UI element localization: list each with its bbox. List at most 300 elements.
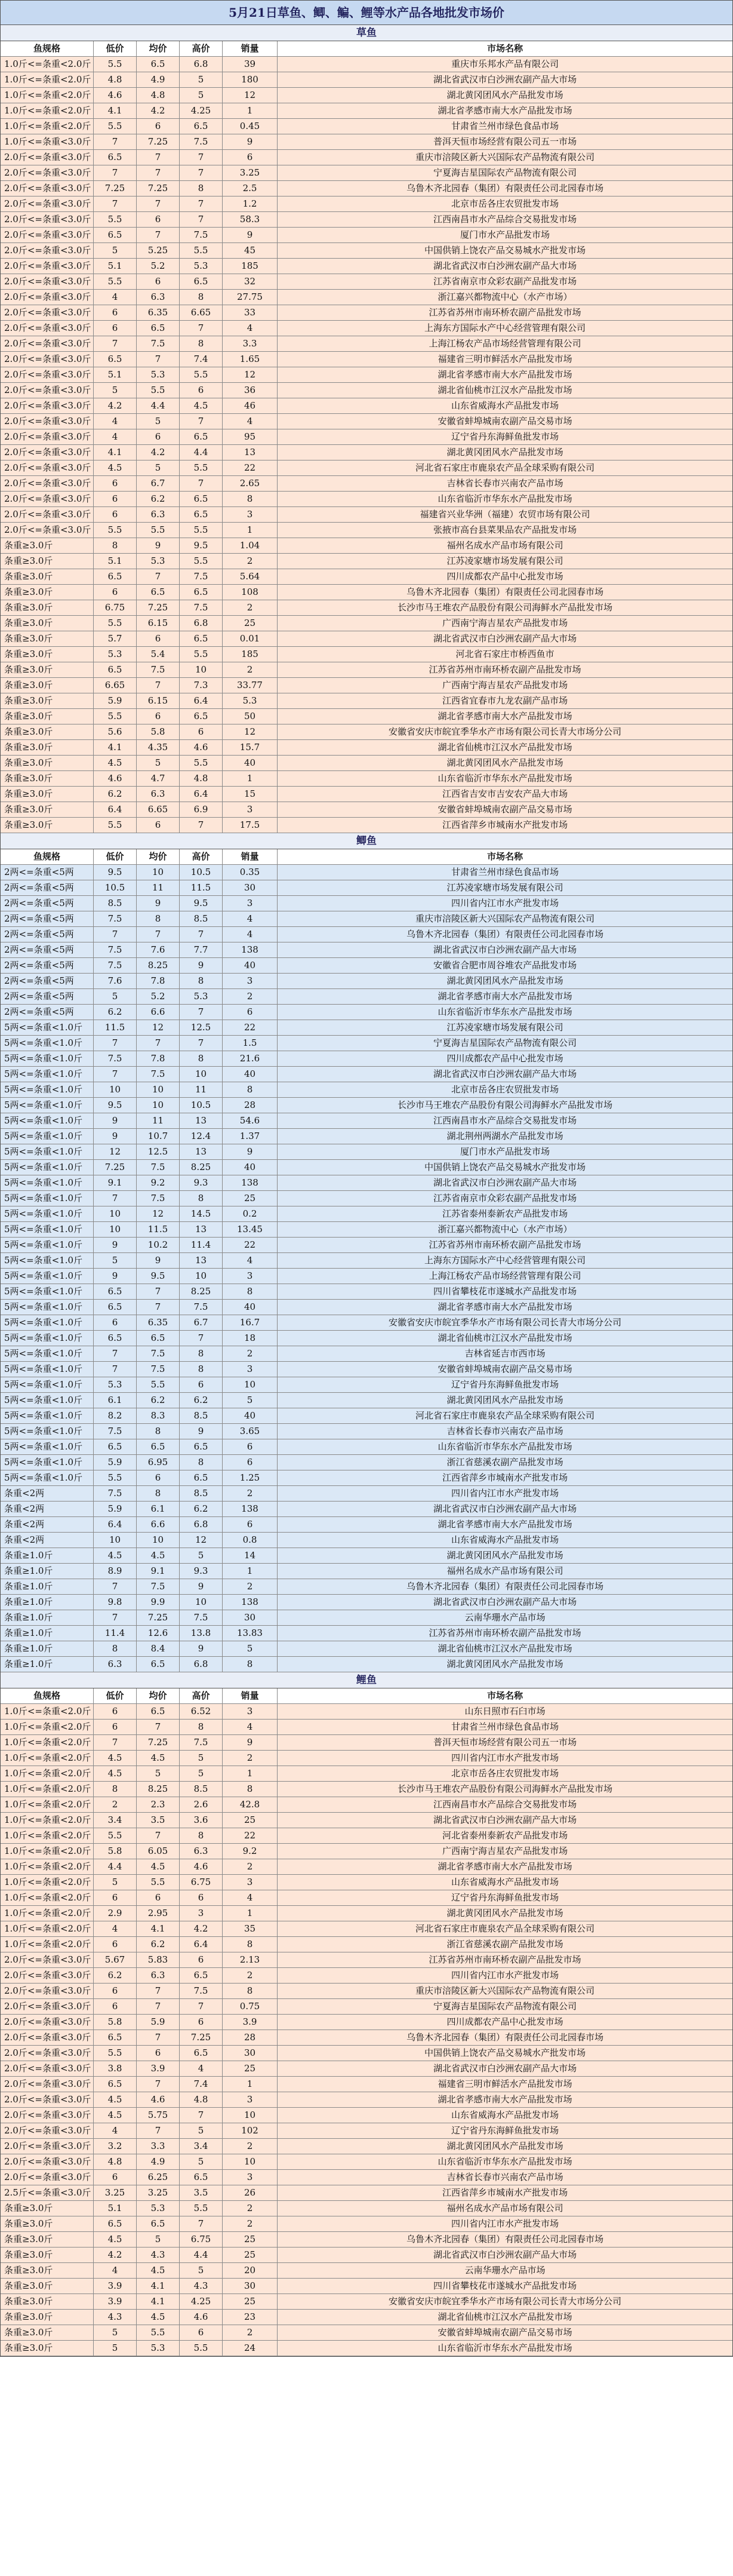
avg-price-cell: 12 [137, 1206, 180, 1221]
high-price-cell: 6.5 [180, 1470, 223, 1485]
market-name-cell: 江苏省南京市众彩农副产品批发市场 [433, 276, 577, 287]
high-price-cell: 7.5 [180, 1984, 223, 1998]
volume-cell: 95 [223, 429, 278, 444]
table-row [1, 1160, 732, 1175]
avg-price-cell: 5.25 [137, 243, 180, 258]
table-row [1, 1906, 732, 1921]
high-price-cell: 7.3 [180, 678, 223, 693]
table-row [1, 1984, 732, 1999]
volume-cell: 33.77 [223, 678, 278, 693]
market-name-cell: 福建省兴业华洲（福建）农贸市场有限公司 [420, 509, 590, 520]
avg-price-cell: 6.35 [137, 305, 180, 320]
table-row [1, 1129, 732, 1144]
avg-price-cell: 5.5 [137, 2325, 180, 2340]
spec-cell: 条重≥3.0斤 [1, 2294, 94, 2309]
low-price-cell: 6.5 [94, 1300, 137, 1315]
volume-cell: 138 [223, 1595, 278, 1610]
volume-cell: 4 [223, 321, 278, 336]
volume-cell: 138 [223, 942, 278, 957]
volume-cell: 3 [223, 1704, 278, 1719]
market-name-cell: 江西省吉安市吉安农产品大市场 [442, 788, 568, 799]
high-price-cell: 7 [180, 927, 223, 942]
market-name-cell: 普洱天恒市场经营有限公司五一市场 [433, 136, 577, 147]
spec-cell: 1.0斤<=条重<2.0斤 [1, 1813, 94, 1828]
market-name-cell: 重庆市涪陵区新大兴国际农产品物流有限公司 [415, 1985, 595, 1996]
table-row [1, 72, 732, 88]
low-price-cell: 6 [94, 1937, 137, 1952]
low-price-cell: 6 [94, 1315, 137, 1330]
low-price-cell: 4.5 [94, 1548, 137, 1563]
table-row [1, 57, 732, 72]
market-name-cell: 云南华珊水产品市场 [464, 2265, 546, 2276]
avg-price-cell: 5.3 [137, 2341, 180, 2356]
table-row [1, 554, 732, 569]
avg-price-cell: 7 [137, 2030, 180, 2045]
spec-cell: 2.0斤<=条重<3.0斤 [1, 2061, 94, 2076]
volume-cell: 10 [223, 2154, 278, 2169]
high-price-cell: 7 [180, 414, 223, 429]
market-name-cell: 吉林省长春市兴南农产品市场 [446, 2172, 563, 2182]
low-price-cell: 5.1 [94, 2201, 137, 2216]
high-price-cell: 7.5 [180, 1300, 223, 1315]
market-name-cell: 湖北省武汉市白沙洲农副产品大市场 [433, 1069, 577, 1079]
table-row [1, 2232, 732, 2248]
low-price-cell: 5.5 [94, 523, 137, 538]
market-name-cell: 湖北省孝感市南大水产品批发市场 [438, 105, 572, 116]
volume-cell: 42.8 [223, 1797, 278, 1812]
avg-price-cell: 9 [137, 1253, 180, 1268]
market-name-cell: 普洱天恒市场经营有限公司五一市场 [433, 1737, 577, 1748]
market-name-cell: 湖北荆州两湖水产品批发市场 [446, 1131, 563, 1141]
avg-price-cell: 6.2 [137, 1937, 180, 1952]
spec-cell: 1.0斤<=条重<2.0斤 [1, 1844, 94, 1859]
low-price-cell: 5.5 [94, 709, 137, 724]
table-row [1, 1517, 732, 1533]
avg-price-cell: 4.2 [137, 103, 180, 118]
market-name-cell: 湖北省孝感市南大水产品批发市场 [438, 711, 572, 721]
low-price-cell: 6.3 [94, 1657, 137, 1672]
avg-price-cell: 7.8 [137, 1051, 180, 1066]
high-price-cell: 7.4 [180, 2077, 223, 2092]
volume-cell: 3 [223, 802, 278, 817]
market-name-cell: 上海东方国际水产中心经营管理有限公司 [424, 1255, 586, 1266]
volume-cell: 2 [223, 989, 278, 1004]
volume-cell: 22 [223, 460, 278, 475]
low-price-cell: 6.5 [94, 150, 137, 165]
table-row [1, 1253, 732, 1269]
high-price-cell: 8.25 [180, 1284, 223, 1299]
avg-price-cell: 6.5 [137, 57, 180, 72]
spec-cell: 5两<=条重<1.0斤 [1, 1393, 94, 1408]
market-name-cell: 湖北省仙桃市江汉水产品批发市场 [438, 385, 572, 395]
table-row [1, 1300, 732, 1315]
market-name-cell: 乌鲁木齐北园春（集团）有限责任公司北园春市场 [406, 2032, 603, 2043]
low-price-cell: 6.2 [94, 1968, 137, 1983]
spec-cell: 2.0斤<=条重<3.0斤 [1, 414, 94, 429]
table-row [1, 1610, 732, 1626]
volume-cell: 138 [223, 1502, 278, 1516]
spec-cell: 1.0斤<=条重<2.0斤 [1, 1921, 94, 1936]
high-price-cell: 8 [180, 181, 223, 196]
avg-price-cell: 6 [137, 631, 180, 646]
header-market: 市场名称 [486, 1690, 523, 1701]
table-row [1, 2139, 732, 2154]
low-price-cell: 7.5 [94, 942, 137, 957]
low-price-cell: 9.1 [94, 1175, 137, 1190]
avg-price-cell: 7 [137, 150, 180, 165]
spec-cell: 2两<=条重<5两 [1, 958, 94, 973]
header-low: 低价 [94, 41, 137, 56]
market-name-cell: 河北省石家庄市鹿泉农产品全球采购有限公司 [415, 1410, 595, 1421]
spec-cell: 5两<=条重<1.0斤 [1, 1424, 94, 1439]
market-name-cell: 湖北省仙桃市江汉水产品批发市场 [438, 2311, 572, 2322]
avg-price-cell: 8 [137, 911, 180, 926]
avg-price-cell: 7.5 [137, 336, 180, 351]
spec-cell: 条重≥3.0斤 [1, 2341, 94, 2356]
volume-cell: 3 [223, 1269, 278, 1284]
market-name-cell: 长沙市马王堆农产品股份有限公司海鲜水产品批发市场 [397, 1100, 612, 1110]
spec-cell: 5两<=条重<1.0斤 [1, 1036, 94, 1051]
avg-price-cell: 6.5 [137, 1331, 180, 1346]
avg-price-cell: 7.25 [137, 181, 180, 196]
high-price-cell: 6.5 [180, 709, 223, 724]
spec-cell: 2两<=条重<5两 [1, 1005, 94, 1020]
high-price-cell: 6.2 [180, 1502, 223, 1516]
high-price-cell: 7.5 [180, 228, 223, 242]
low-price-cell: 5.6 [94, 724, 137, 739]
table-row [1, 2123, 732, 2139]
avg-price-cell: 4.9 [137, 72, 180, 87]
spec-cell: 5两<=条重<1.0斤 [1, 1455, 94, 1470]
spec-cell: 5两<=条重<1.0斤 [1, 1191, 94, 1206]
low-price-cell: 5.1 [94, 554, 137, 569]
table-row [1, 2263, 732, 2279]
low-price-cell: 6.5 [94, 569, 137, 584]
volume-cell: 0.8 [223, 1533, 278, 1548]
high-price-cell: 12.5 [180, 1020, 223, 1035]
high-price-cell: 4.4 [180, 2248, 223, 2262]
high-price-cell: 13.8 [180, 1626, 223, 1641]
market-name-cell: 安徽省蚌埠城南农副产品交易市场 [438, 416, 572, 426]
market-name-cell: 湖北省仙桃市江汉水产品批发市场 [438, 742, 572, 753]
market-name-cell: 江西省萍乡市城南水产批发市场 [442, 2187, 568, 2198]
volume-cell: 25 [223, 2294, 278, 2309]
table-row [1, 678, 732, 693]
avg-price-cell: 7 [137, 927, 180, 942]
high-price-cell: 10 [180, 1595, 223, 1610]
volume-cell: 21.6 [223, 1051, 278, 1066]
high-price-cell: 4.3 [180, 2279, 223, 2293]
spec-cell: 5两<=条重<1.0斤 [1, 1051, 94, 1066]
high-price-cell: 8.25 [180, 1160, 223, 1175]
avg-price-cell: 4.5 [137, 2310, 180, 2325]
avg-price-cell: 7 [137, 228, 180, 242]
avg-price-cell: 4.5 [137, 1751, 180, 1766]
avg-price-cell: 6 [137, 1890, 180, 1905]
table-row [1, 1704, 732, 1720]
volume-cell: 3 [223, 896, 278, 911]
spec-cell: 2.5斤<=条重<3.0斤 [1, 2185, 94, 2200]
low-price-cell: 6 [94, 1984, 137, 1998]
volume-cell: 9 [223, 134, 278, 149]
low-price-cell: 7.25 [94, 181, 137, 196]
low-price-cell: 4 [94, 429, 137, 444]
high-price-cell: 6 [180, 1952, 223, 1967]
market-name-cell: 江苏省苏州市南环桥农副产品批发市场 [429, 1628, 581, 1638]
table-row [1, 1269, 732, 1284]
low-price-cell: 6 [94, 507, 137, 522]
spec-cell: 2.0斤<=条重<3.0斤 [1, 2092, 94, 2107]
avg-price-cell: 6.2 [137, 492, 180, 506]
market-name-cell: 湖北黄冈团风水产品批发市场 [446, 447, 563, 458]
low-price-cell: 7.5 [94, 958, 137, 973]
volume-cell: 6 [223, 1439, 278, 1454]
high-price-cell: 9.5 [180, 538, 223, 553]
avg-price-cell: 6.3 [137, 290, 180, 305]
high-price-cell: 5 [180, 2123, 223, 2138]
low-price-cell: 5.5 [94, 119, 137, 134]
table-row [1, 927, 732, 942]
high-price-cell: 7 [180, 1036, 223, 1051]
spec-cell: 5两<=条重<1.0斤 [1, 1253, 94, 1268]
table-row [1, 818, 732, 833]
low-price-cell: 10 [94, 1222, 137, 1237]
low-price-cell: 6 [94, 476, 137, 491]
market-name-cell: 安徽省安庆市皖宜季华水产市场有限公司长青大市场分公司 [388, 726, 621, 737]
high-price-cell: 7 [180, 2216, 223, 2231]
low-price-cell: 4.5 [94, 460, 137, 475]
high-price-cell: 11 [180, 1082, 223, 1097]
market-name-cell: 湖北省武汉市白沙洲农副产品大市场 [433, 1503, 577, 1514]
volume-cell: 17.5 [223, 818, 278, 833]
volume-cell: 3 [223, 974, 278, 988]
table-row [1, 1424, 732, 1439]
spec-cell: 条重≥3.0斤 [1, 569, 94, 584]
header-row [1, 849, 732, 865]
table-row [1, 367, 732, 383]
low-price-cell: 4.5 [94, 2108, 137, 2123]
high-price-cell: 7.5 [180, 134, 223, 149]
high-price-cell: 5.5 [180, 756, 223, 770]
low-price-cell: 4 [94, 2123, 137, 2138]
high-price-cell: 3.4 [180, 2139, 223, 2154]
low-price-cell: 7 [94, 1036, 137, 1051]
low-price-cell: 5 [94, 1875, 137, 1890]
market-name-cell: 湖北黄冈团风水产品批发市场 [446, 1908, 563, 1918]
low-price-cell: 3.9 [94, 2294, 137, 2309]
spec-cell: 2两<=条重<5两 [1, 880, 94, 895]
table-row [1, 1626, 732, 1641]
low-price-cell: 7 [94, 1191, 137, 1206]
spec-cell: 2.0斤<=条重<3.0斤 [1, 274, 94, 289]
sections-container [1, 25, 732, 2356]
header-row [1, 1688, 732, 1704]
volume-cell: 46 [223, 398, 278, 413]
high-price-cell: 13 [180, 1222, 223, 1237]
market-name-cell: 湖北省孝感市南大水产品批发市场 [438, 1519, 572, 1530]
low-price-cell: 9.5 [94, 865, 137, 880]
market-name-cell: 湖北省武汉市白沙洲农副产品大市场 [433, 260, 577, 271]
low-price-cell: 7 [94, 927, 137, 942]
avg-price-cell: 4.7 [137, 771, 180, 786]
avg-price-cell: 6.5 [137, 321, 180, 336]
low-price-cell: 7.25 [94, 1160, 137, 1175]
table-row [1, 2077, 732, 2092]
avg-price-cell: 7.5 [137, 662, 180, 677]
low-price-cell: 6.2 [94, 787, 137, 802]
table-row [1, 600, 732, 616]
volume-cell: 25 [223, 2061, 278, 2076]
volume-cell: 6 [223, 150, 278, 165]
low-price-cell: 6.5 [94, 662, 137, 677]
spec-cell: 2.0斤<=条重<3.0斤 [1, 259, 94, 274]
market-name-cell: 北京市岳各庄农贸批发市场 [451, 1084, 559, 1095]
spec-cell: 2.0斤<=条重<3.0斤 [1, 1984, 94, 1998]
avg-price-cell: 5 [137, 2232, 180, 2247]
volume-cell: 33 [223, 305, 278, 320]
avg-price-cell: 4.1 [137, 2279, 180, 2293]
table-row [1, 150, 732, 165]
market-name-cell: 江苏凌家塘市场发展有限公司 [446, 555, 563, 566]
spec-cell: 5两<=条重<1.0斤 [1, 1082, 94, 1097]
low-price-cell: 5.7 [94, 631, 137, 646]
table-row [1, 414, 732, 429]
header-high: 高价 [180, 849, 223, 864]
table-row [1, 2061, 732, 2077]
table-row [1, 771, 732, 787]
volume-cell: 22 [223, 1238, 278, 1252]
high-price-cell: 8 [180, 1720, 223, 1734]
market-name-cell: 长沙市马王堆农产品股份有限公司海鲜水产品批发市场 [397, 602, 612, 613]
market-name-cell: 山东省临沂市华东水产品批发市场 [438, 2342, 572, 2353]
low-price-cell: 5.3 [94, 647, 137, 662]
low-price-cell: 6.5 [94, 228, 137, 242]
table-row [1, 1005, 732, 1020]
low-price-cell: 4.5 [94, 756, 137, 770]
table-row [1, 756, 732, 771]
low-price-cell: 5 [94, 2341, 137, 2356]
volume-cell: 15 [223, 787, 278, 802]
volume-cell: 54.6 [223, 1113, 278, 1128]
market-name-cell: 乌鲁木齐北园春（集团）有限责任公司北园春市场 [406, 929, 603, 939]
volume-cell: 25 [223, 1191, 278, 1206]
volume-cell: 25 [223, 2248, 278, 2262]
avg-price-cell: 8.4 [137, 1641, 180, 1656]
avg-price-cell: 6.7 [137, 476, 180, 491]
volume-cell: 1 [223, 1766, 278, 1781]
spec-cell: 1.0斤<=条重<2.0斤 [1, 1720, 94, 1734]
market-name-cell: 广西南宁海吉星农产品批发市场 [442, 680, 568, 690]
spec-cell: 条重≥1.0斤 [1, 1579, 94, 1594]
volume-cell: 22 [223, 1828, 278, 1843]
table-row [1, 709, 732, 724]
high-price-cell: 5.5 [180, 523, 223, 538]
volume-cell: 9.2 [223, 1844, 278, 1859]
market-name-cell: 湖北黄冈团风水产品批发市场 [446, 2141, 563, 2151]
spec-cell: 2.0斤<=条重<3.0斤 [1, 1952, 94, 1967]
spec-cell: 1.0斤<=条重<2.0斤 [1, 1766, 94, 1781]
high-price-cell: 10 [180, 1067, 223, 1082]
table-row [1, 1828, 732, 1844]
table-row [1, 802, 732, 818]
market-name-cell: 重庆市涪陵区新大兴国际农产品物流有限公司 [415, 152, 595, 162]
spec-cell: 条重≥3.0斤 [1, 787, 94, 802]
market-name-cell: 湖北省武汉市白沙洲农副产品大市场 [433, 1814, 577, 1825]
market-name-cell: 浙江省慈溪农副产品批发市场 [446, 1939, 563, 1949]
table-row [1, 88, 732, 103]
avg-price-cell: 7.8 [137, 974, 180, 988]
high-price-cell: 7 [180, 818, 223, 833]
low-price-cell: 3.2 [94, 2139, 137, 2154]
table-row [1, 1470, 732, 1486]
low-price-cell: 2 [94, 1797, 137, 1812]
low-price-cell: 4.4 [94, 1859, 137, 1874]
market-name-cell: 江西南昌市水产品综合交易批发市场 [433, 1799, 577, 1810]
volume-cell: 25 [223, 1813, 278, 1828]
avg-price-cell: 7 [137, 1720, 180, 1734]
market-name-cell: 湖北省仙桃市江汉水产品批发市场 [438, 1332, 572, 1343]
volume-cell: 0.01 [223, 631, 278, 646]
table-row [1, 1875, 732, 1890]
low-price-cell: 5.1 [94, 367, 137, 382]
table-row [1, 538, 732, 554]
table-row [1, 1486, 732, 1502]
low-price-cell: 5.5 [94, 212, 137, 227]
high-price-cell: 3.6 [180, 1813, 223, 1828]
spec-cell: 条重<2两 [1, 1533, 94, 1548]
volume-cell: 1 [223, 1906, 278, 1921]
table-row [1, 1144, 732, 1160]
avg-price-cell: 10 [137, 1082, 180, 1097]
high-price-cell: 6.8 [180, 1657, 223, 1672]
high-price-cell: 7 [180, 1005, 223, 1020]
avg-price-cell: 6 [137, 119, 180, 134]
avg-price-cell: 5 [137, 414, 180, 429]
avg-price-cell: 6.6 [137, 1005, 180, 1020]
table-row [1, 212, 732, 228]
avg-price-cell: 7 [137, 1984, 180, 1998]
spec-cell: 1.0斤<=条重<2.0斤 [1, 1735, 94, 1750]
spec-cell: 5两<=条重<1.0斤 [1, 1284, 94, 1299]
market-name-cell: 安徽省蚌埠城南农副产品交易市场 [438, 804, 572, 815]
spec-cell: 5两<=条重<1.0斤 [1, 1470, 94, 1485]
avg-price-cell: 6.1 [137, 1502, 180, 1516]
header-market: 市场名称 [486, 851, 523, 862]
high-price-cell: 9.3 [180, 1175, 223, 1190]
volume-cell: 138 [223, 1175, 278, 1190]
high-price-cell: 6 [180, 724, 223, 739]
table-row [1, 383, 732, 398]
avg-price-cell: 7.25 [137, 134, 180, 149]
volume-cell: 1.04 [223, 538, 278, 553]
spec-cell: 2.0斤<=条重<3.0斤 [1, 383, 94, 398]
table-row [1, 1751, 732, 1766]
market-name-cell: 安徽省蚌埠城南农副产品交易市场 [438, 2327, 572, 2338]
low-price-cell: 4.6 [94, 88, 137, 103]
volume-cell: 20 [223, 2263, 278, 2278]
volume-cell: 58.3 [223, 212, 278, 227]
volume-cell: 23 [223, 2310, 278, 2325]
volume-cell: 3 [223, 507, 278, 522]
volume-cell: 35 [223, 1921, 278, 1936]
avg-price-cell: 6.3 [137, 787, 180, 802]
market-name-cell: 四川省攀枝花市遂城水产品批发市场 [433, 1286, 577, 1297]
low-price-cell: 4 [94, 2263, 137, 2278]
volume-cell: 1 [223, 771, 278, 786]
volume-cell: 40 [223, 1408, 278, 1423]
table-row [1, 1921, 732, 1937]
high-price-cell: 5 [180, 2154, 223, 2169]
